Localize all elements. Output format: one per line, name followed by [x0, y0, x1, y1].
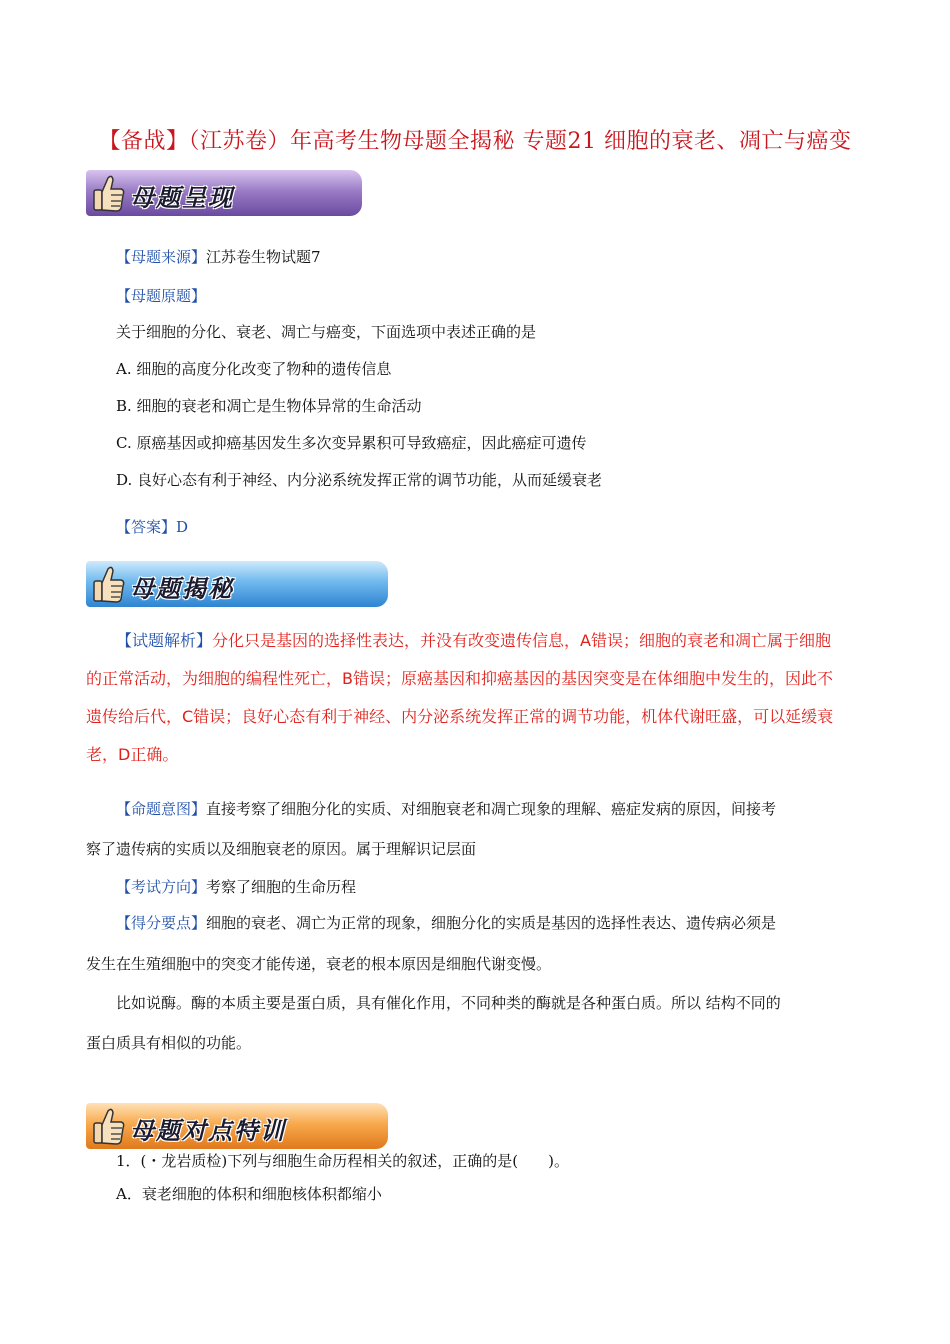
points-line-2: 发生在生殖细胞中的突变才能传递，衰老的根本原因是细胞代谢变慢。 — [86, 955, 552, 973]
banner-label: 母题呈现 — [130, 183, 234, 212]
question-text: 关于细胞的分化、衰老、凋亡与癌变，下面选项中表述正确的是 — [116, 323, 537, 341]
section-banner-analysis — [86, 561, 388, 607]
option-c: C. 原癌基因或抑癌基因发生多次变异累积可导致癌症，因此癌症可遗传 — [116, 434, 587, 452]
source-line — [116, 246, 321, 267]
direction-line — [116, 876, 356, 897]
option-d: D. 良好心态有利于神经、内分泌系统发挥正常的调节功能，从而延缓衰老 — [116, 471, 603, 489]
direction-text: 考察了细胞的生命历程 — [206, 878, 357, 896]
option-b: B. 细胞的衰老和凋亡是生物体异常的生命活动 — [116, 397, 422, 415]
option-a: A. 细胞的高度分化改变了物种的遗传信息 — [116, 360, 392, 378]
analysis-tag: 【试题解析】 — [116, 631, 213, 650]
points-tag: 【得分要点】 — [116, 914, 207, 932]
banner-label: 母题揭秘 — [130, 574, 234, 603]
direction-tag: 【考试方向】 — [116, 878, 207, 896]
section-banner-presentation — [86, 170, 362, 216]
source-tag: 【母题来源】 — [116, 248, 207, 266]
points-text: 细胞的衰老、凋亡为正常的现象，细胞分化的实质是基因的选择性表达、遗传病必须是 — [206, 914, 777, 932]
intent-tag: 【命题意图】 — [116, 800, 207, 818]
analysis-line-4: 老，D正确。 — [86, 745, 179, 764]
analysis-line-1 — [116, 628, 831, 651]
answer-line — [116, 516, 188, 537]
points-line-1 — [116, 912, 776, 933]
intent-text: 直接考察了细胞分化的实质、对细胞衰老和凋亡现象的理解、癌症发病的原因，间接考 — [206, 800, 777, 818]
analysis-text: 分化只是基因的选择性表达，并没有改变遗传信息，A错误；细胞的衰老和凋亡属于细胞 — [212, 631, 831, 650]
practice-option-a: A．衰老细胞的体积和细胞核体积都缩小 — [116, 1185, 382, 1203]
extra-line-2: 蛋白质具有相似的功能。 — [86, 1034, 252, 1052]
source-text: 江苏卷生物试题7 — [206, 248, 321, 266]
practice-question-1: 1．(・龙岩质检)下列与细胞生命历程相关的叙述，正确的是( )。 — [116, 1152, 569, 1170]
analysis-line-2: 的正常活动，为细胞的编程性死亡，B错误；原癌基因和抑癌基因的基因突变是在体细胞中发生的，因此不 — [86, 669, 833, 688]
thumbs-up-icon — [92, 563, 126, 605]
extra-line-1: 比如说酶。酶的本质主要是蛋白质，具有催化作用，不同种类的酶就是各种蛋白质。所以 结构不同的 — [116, 994, 781, 1012]
analysis-line-3: 遗传给后代，C错误；良好心态有利于神经、内分泌系统发挥正常的调节功能，机体代谢旺盛，可以延缓衰 — [86, 707, 834, 726]
section-banner-practice — [86, 1103, 388, 1149]
answer-text: D — [176, 518, 189, 536]
intent-line-2: 察了遗传病的实质以及细胞衰老的原因。属于理解识记层面 — [86, 840, 477, 858]
thumbs-up-icon — [92, 1105, 126, 1147]
question-tag: 【母题原题】 — [116, 287, 207, 305]
thumbs-up-icon — [92, 172, 126, 214]
banner-label: 母题对点特训 — [130, 1116, 286, 1145]
intent-line-1 — [116, 798, 776, 819]
page-title: 【备战】（江苏卷）年高考生物母题全揭秘 专题21 细胞的衰老、凋亡与癌变 — [98, 129, 852, 154]
answer-tag: 【答案】 — [116, 518, 177, 536]
